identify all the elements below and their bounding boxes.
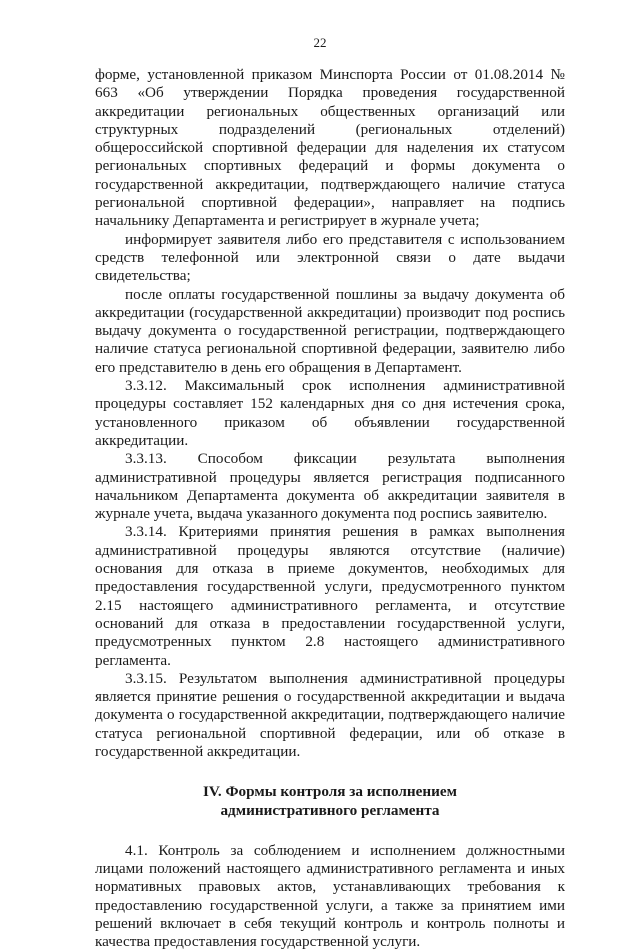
paragraph-inform-applicant: информирует заявителя либо его представителя с использованием средств телефонной или электронной связи о дате выдачи свидетельства; xyxy=(95,230,565,285)
section-heading-line-2: административного регламента xyxy=(220,801,440,819)
paragraph-after-payment: после оплаты государственной пошлины за выдачу документа об аккредитации (государственной аккредитации) производит под роспись выдачу документа о государственной регистрации, подтверждающего наличие статуса региональной спортивной федерации, заявителю либо его представителю в день его обращения в Департамент. xyxy=(95,285,565,376)
document-body xyxy=(95,66,565,952)
paragraph-3-3-14: 3.3.14. Критериями принятия решения в рамках выполнения административной процедуры являются отсутствие (наличие) основания для отказа в приеме документов, необходимых для предоставления государственной услуги, предусмотренного пунктом 2.15 настоящего административного регламента, и отсутствие оснований для отказа в предоставлении государственной услуги, предусмотренных пунктом 2.8 настоящего административного регламента. xyxy=(95,523,565,669)
paragraph-3-3-15: 3.3.15. Результатом выполнения административной процедуры является принятие решения о государственной аккредитации и выдача документа о государственной аккредитации, подтверждающего наличие статуса региональной спортивной федерации, или об отказе в государственной аккредитации. xyxy=(95,669,565,760)
paragraph-4-1: 4.1. Контроль за соблюдением и исполнением должностными лицами положений настоящего административного регламента и иных нормативных правовых актов, устанавливающих требования к предоставлению государственной услуги, а также за принятием ими решений включает в себя текущий контроль и контроль полноты и качества предоставления государственной услуги. xyxy=(95,841,565,951)
section-heading xyxy=(95,783,565,820)
paragraph-3-3-13: 3.3.13. Способом фиксации результата выполнения административной процедуры является регистрация подписанного начальником Департамента документа об аккредитации заявителя в журнале учета, выдача указанного документа под роспись заявителю. xyxy=(95,450,565,523)
paragraph-3-3-12: 3.3.12. Максимальный срок исполнения административной процедуры составляет 152 календарных дня со дня истечения срока, установленного приказом об объявлении государственной аккредитации. xyxy=(95,377,565,449)
page-number: 22 xyxy=(313,35,327,50)
paragraph-continuation: форме, установленной приказом Минспорта России от 01.08.2014 № 663 «Об утверждении Порядка проведения государственной аккредитации региональных общественных организаций или структурных подразделений (региональных отделений) общероссийской спортивной федерации для наделения их статусом региональных спортивных федераций и формы документа о государственной аккредитации, подтверждающего наличие статуса региональной спортивной федерации», направляет на подпись начальнику Департамента и регистрирует в журнале учета; xyxy=(95,66,565,230)
section-heading-line-1: IV. Формы контроля за исполнением xyxy=(202,783,457,801)
